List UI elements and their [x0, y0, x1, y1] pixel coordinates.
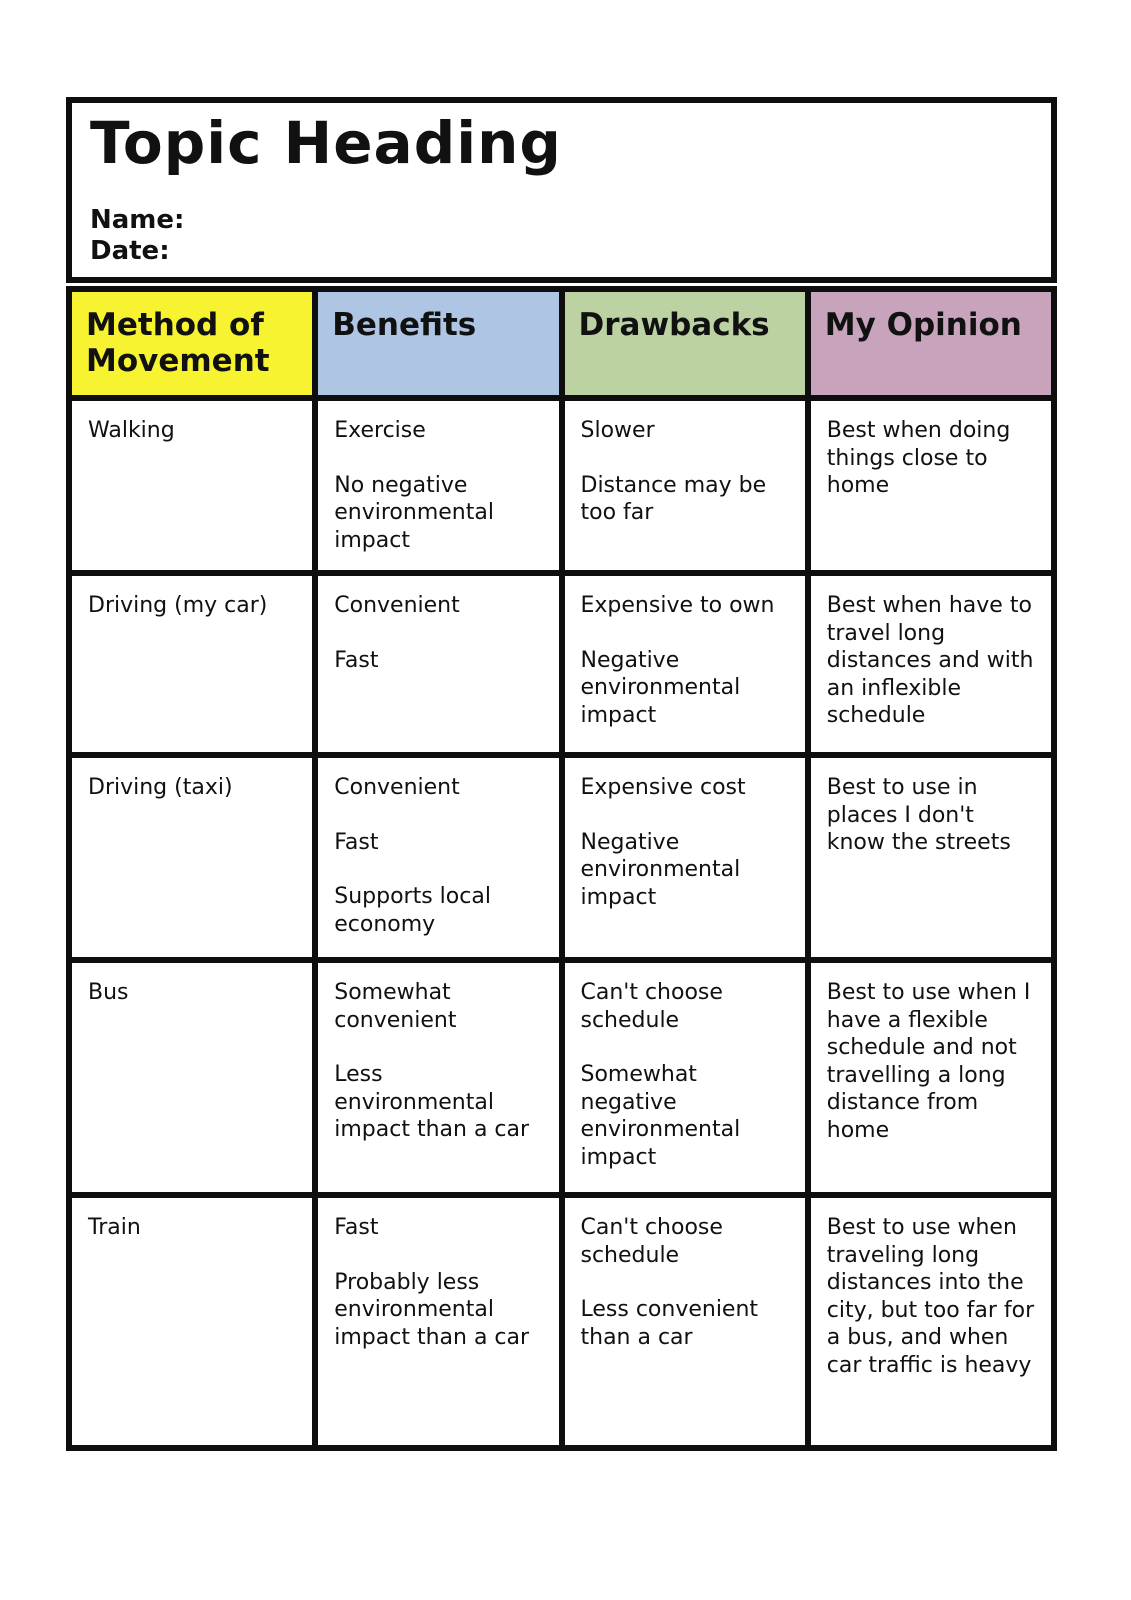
cell-paragraph: Exercise — [334, 418, 426, 444]
header-row — [69, 289, 1054, 398]
cell-paragraph: Train — [88, 1215, 141, 1241]
cell-paragraph: Can't choose schedule — [580, 980, 723, 1033]
cell-paragraph: Slower — [580, 418, 655, 444]
column-header-method: Method of Movement — [69, 289, 315, 398]
cell-paragraph: Driving (taxi) — [88, 775, 233, 801]
method-cell — [69, 398, 315, 573]
cell-paragraph: Somewhat convenient — [334, 980, 457, 1033]
drawbacks-cell — [562, 755, 808, 960]
cell-paragraph: Less environmental impact than a car — [334, 1062, 530, 1143]
method-cell — [69, 960, 315, 1195]
drawbacks-cell — [562, 1195, 808, 1448]
cell-paragraph: No negative environmental impact — [334, 472, 494, 553]
opinion-cell — [808, 1195, 1054, 1448]
cell-paragraph: Best to use when I have a flexible schedule and not travelling a long distance from home — [826, 980, 1031, 1143]
table-row — [69, 398, 1054, 573]
benefits-cell — [315, 755, 561, 960]
cell-paragraph: Driving (my car) — [88, 593, 268, 619]
opinion-cell — [808, 573, 1054, 755]
cell-paragraph: Distance may be too far — [580, 472, 767, 526]
drawbacks-cell — [562, 960, 808, 1195]
table-row — [69, 755, 1054, 960]
column-header-opinion: My Opinion — [808, 289, 1054, 398]
benefits-cell — [315, 960, 561, 1195]
cell-paragraph: Less convenient than a car — [580, 1297, 759, 1350]
worksheet-content — [66, 97, 1057, 1451]
cell-paragraph: Supports local economy — [334, 884, 491, 937]
cell-paragraph: Convenient — [334, 775, 460, 801]
cell-paragraph: Fast — [334, 1215, 379, 1241]
cell-paragraph: Can't choose schedule — [580, 1215, 723, 1268]
method-cell — [69, 755, 315, 960]
method-cell — [69, 1195, 315, 1448]
cell-paragraph: Best when have to travel long distances and with an inflexible schedule — [826, 593, 1034, 729]
table-row — [69, 1195, 1054, 1448]
table-row — [69, 960, 1054, 1195]
cell-paragraph: Somewhat negative environmental impact — [580, 1062, 741, 1170]
opinion-cell — [808, 755, 1054, 960]
drawbacks-cell — [562, 573, 808, 755]
cell-paragraph: Negative environmental impact — [580, 829, 741, 910]
page-title: Topic Heading — [90, 109, 562, 177]
table-body — [69, 398, 1054, 1448]
drawbacks-cell — [562, 398, 808, 573]
cell-paragraph: Probably less environmental impact than a car — [334, 1269, 530, 1350]
name-label: Name: — [90, 204, 185, 235]
benefits-cell — [315, 398, 561, 573]
opinion-cell — [808, 398, 1054, 573]
cell-paragraph: Walking — [88, 418, 175, 444]
heading-box — [66, 97, 1057, 283]
meta-lines — [90, 205, 1033, 267]
method-cell — [69, 573, 315, 755]
cell-paragraph: Best to use when traveling long distances into the city, but too far for a bus, and when car traffic is heavy — [826, 1215, 1035, 1378]
cell-paragraph: Fast — [334, 647, 379, 673]
cell-paragraph: Expensive to own — [580, 593, 775, 619]
cell-paragraph: Convenient — [334, 593, 460, 619]
movement-table — [66, 286, 1057, 1451]
opinion-cell — [808, 960, 1054, 1195]
cell-paragraph: Fast — [334, 829, 379, 855]
table-header — [69, 289, 1054, 398]
cell-paragraph: Expensive cost — [580, 775, 746, 801]
table-row — [69, 573, 1054, 755]
cell-paragraph: Best to use in places I don't know the streets — [826, 775, 1011, 856]
benefits-cell — [315, 573, 561, 755]
column-header-benefits: Benefits — [315, 289, 561, 398]
column-header-drawbacks: Drawbacks — [562, 289, 808, 398]
cell-paragraph: Negative environmental impact — [580, 647, 741, 728]
cell-paragraph: Bus — [88, 980, 129, 1006]
date-label: Date: — [90, 235, 170, 266]
cell-paragraph: Best when doing things close to home — [826, 418, 1011, 499]
benefits-cell — [315, 1195, 561, 1448]
